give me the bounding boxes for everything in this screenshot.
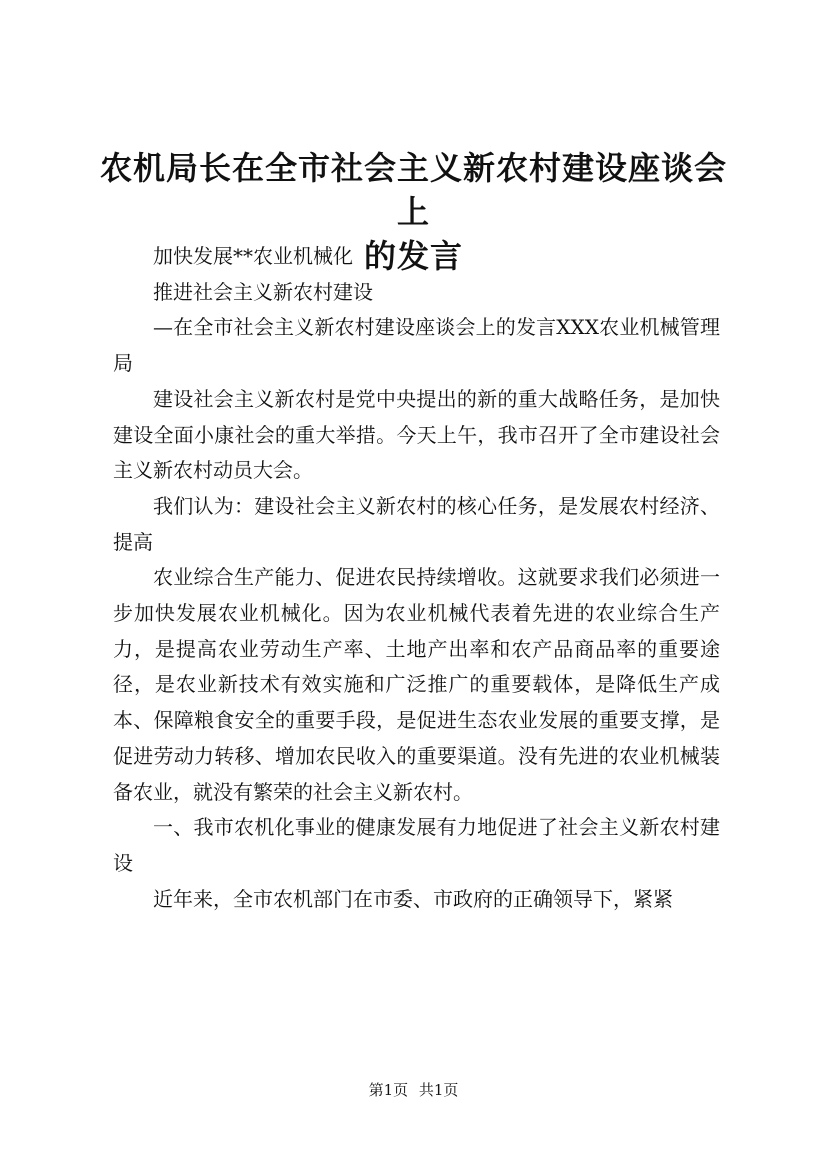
paragraph: 近年来，全市农机部门在市委、市政府的正确领导下，紧紧	[153, 886, 673, 911]
section-heading: 一、我市农机化事业的健康发展有力地促进了社会主义新农村建设	[113, 815, 720, 875]
title-line-2: 的发言	[363, 237, 463, 275]
page-total: 共1页	[418, 1081, 459, 1099]
document-body	[113, 239, 720, 917]
page-number: 第1页	[368, 1081, 409, 1099]
paragraph-subtitle-1: 加快发展**农业机械化	[153, 244, 353, 268]
paragraph-subtitle-2: 推进社会主义新农村建设	[153, 279, 373, 304]
paragraph: 农业综合生产能力、促进农民持续增收。这就要求我们必须进一步加快发展农业机械化。因为农业机械代表着先进的农业综合生产力，是提高农业劳动生产率、土地产出率和农产品商品率的重要途径，是农业新技术有效实施和广泛推广的重要载体，是降低生产成本、保障粮食安全的重要手段，是促进生态农业发展的重要支撑，是促进劳动力转移、增加农民收入的重要渠道。没有先进的农业机械装备农业，就没有繁荣的社会主义新农村。	[113, 565, 720, 804]
paragraph: 我们认为：建设社会主义新农村的核心任务，是发展农村经济、提高	[113, 493, 720, 554]
title-line-1: 农机局长在全市社会主义新农村建设座谈会上	[99, 149, 727, 231]
paragraph-byline: —在全市社会主义新农村建设座谈会上的发言XXX农业机械管理局	[113, 315, 720, 376]
paragraph: 建设社会主义新农村是党中央提出的新的重大战略任务，是加快建设全面小康社会的重大举措。今天上午，我市召开了全市建设社会主义新农村动员大会。	[113, 386, 720, 483]
page-footer	[0, 1080, 827, 1100]
